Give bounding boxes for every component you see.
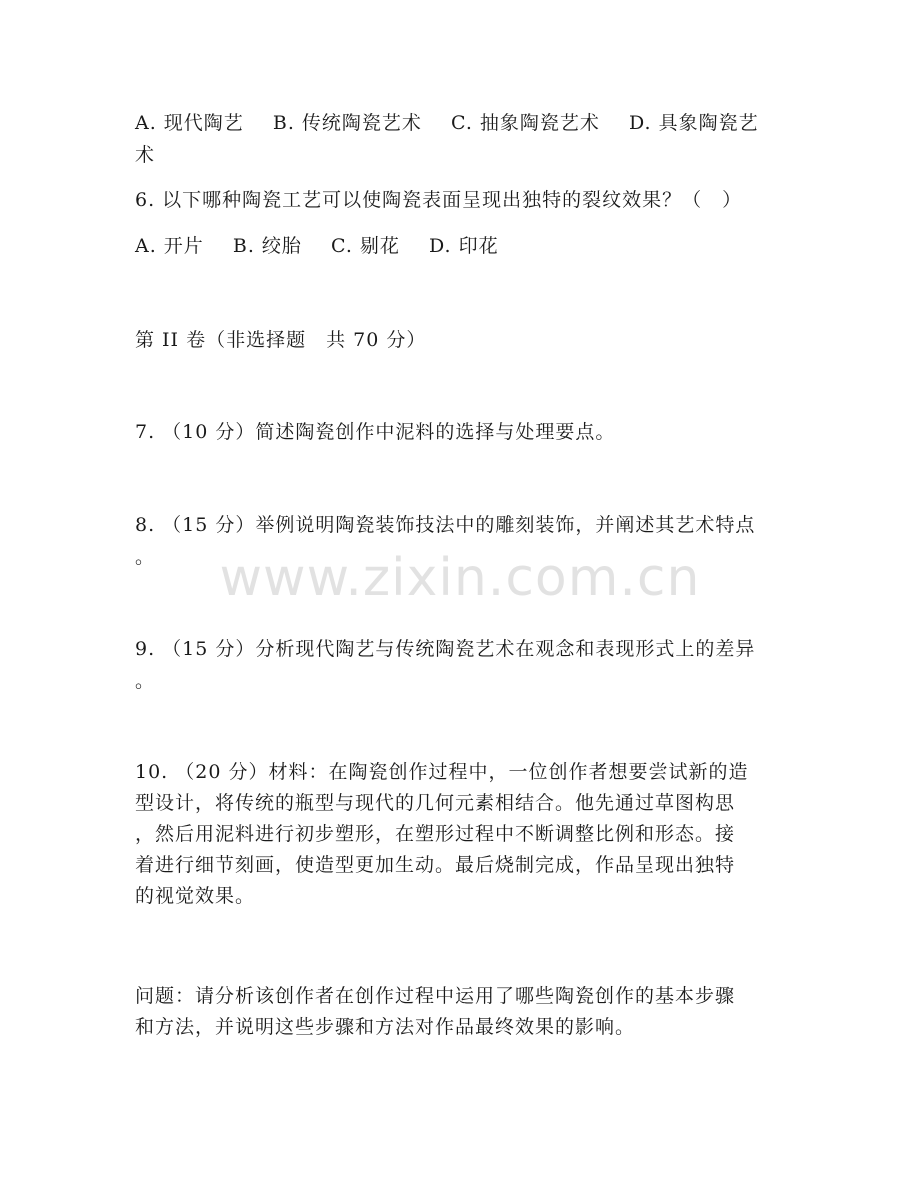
q6-option-b: B. 绞胎 — [232, 235, 302, 257]
q10-line-3: ，然后用泥料进行初步塑形，在塑形过程中不断调整比例和形态。接 — [135, 823, 736, 845]
q5-options — [135, 107, 785, 139]
q7-question: 7. （10 分）简述陶瓷创作中泥料的选择与处理要点。 — [135, 421, 616, 443]
q5-option-c: C. 抽象陶瓷艺术 — [450, 112, 600, 134]
q10-line-1: 10. （20 分）材料：在陶瓷创作过程中，一位创作者想要尝试新的造 — [135, 761, 749, 783]
q5-option-a: A. 现代陶艺 — [135, 112, 244, 134]
q9-question-line1: 9. （15 分）分析现代陶艺与传统陶瓷艺术在观念和表现形式上的差异 — [135, 638, 756, 660]
q6-option-d: D. 印花 — [428, 235, 499, 257]
q6-question: 6. 以下哪种陶瓷工艺可以使陶瓷表面呈现出独特的裂纹效果？（ ） — [135, 189, 743, 211]
question-prompt-line-1: 问题：请分析该创作者在创作过程中运用了哪些陶瓷创作的基本步骤 — [135, 985, 736, 1007]
section-title: 第 II 卷（非选择题 共 70 分） — [135, 329, 427, 351]
q6-option-c: C. 剔花 — [330, 235, 400, 257]
q6-option-a: A. 开片 — [135, 235, 204, 257]
q10-line-2: 型设计，将传统的瓶型与现代的几何元素相结合。他先通过草图构思 — [135, 792, 736, 814]
q5-option-b: B. 传统陶瓷艺术 — [272, 112, 422, 134]
question-prompt-line-2: 和方法，并说明这些步骤和方法对作品最终效果的影响。 — [135, 1016, 636, 1038]
q10-line-5: 的视觉效果。 — [135, 885, 256, 907]
q10-line-4: 着进行细节刻画，使造型更加生动。最后烧制完成，作品呈现出独特 — [135, 854, 736, 876]
watermark: www.zixin.com.cn — [219, 548, 701, 608]
q5-option-d-continued: 术 — [135, 144, 156, 166]
q9-question-line2: 。 — [135, 670, 156, 692]
q5-option-d: D. 具象陶瓷艺 — [628, 112, 759, 134]
q6-options — [135, 230, 785, 262]
q8-question-line2: 。 — [135, 546, 156, 568]
q8-question-line1: 8. （15 分）举例说明陶瓷装饰技法中的雕刻装饰，并阐述其艺术特点 — [135, 514, 756, 536]
